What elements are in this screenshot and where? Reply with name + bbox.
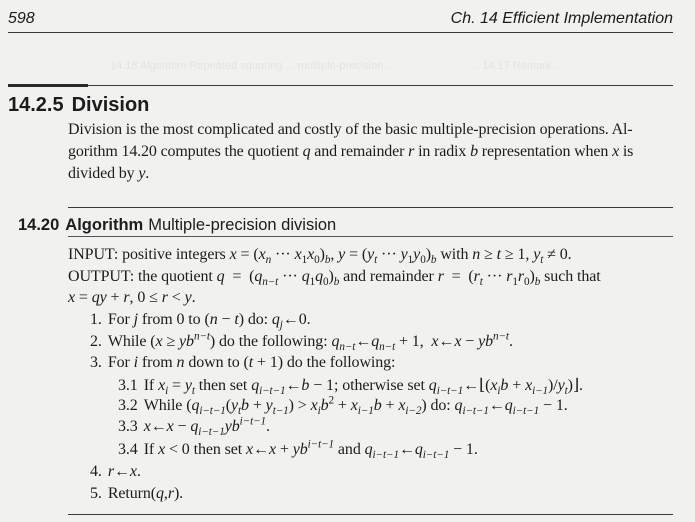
algorithm-step-3-2: 3.2 While $(q_{i-t-1}(y_tb + y_{t-1}) > x_ib^2 + x_{i-1}b + x_{i-2})$ do: $q_{i-t-1}\leftarrow q_{i-t-1} - 1$. — [118, 394, 568, 418]
algorithm-output: OUTPUT: the quotient $q = (q_{n-t}$ ··· $q_1q_0)_b$ and remainder $r = (r_t$ ··· $r_1r_0)_b$ such that — [68, 268, 601, 289]
section-title: Division — [71, 94, 150, 116]
running-chapter-title: Ch. 14 Efficient Implementation — [450, 10, 673, 27]
output-label: OUTPUT: — [68, 268, 135, 285]
algorithm-header — [18, 216, 336, 235]
algorithm-step-3-1: 3.1 If $x_i = y_t$ then set $q_{i-t-1}\leftarrow b - 1$; otherwise set $q_{i-t-1}\leftarrow⌊(x_ib$ + $x_{i-1})/y_t)⌋$. — [118, 377, 583, 398]
algorithm-keyword: Algorithm — [65, 216, 144, 234]
algorithm-bottom-rule — [68, 514, 673, 515]
algorithm-step-3: 3. For i from n down to (t + 1) do the following: — [90, 354, 396, 371]
input-label: INPUT: — [68, 246, 119, 263]
bleed-through-text: 14.18 Algorithm Repeated squaring ... multiple-precision ... — [110, 60, 396, 72]
section-heading — [8, 94, 149, 117]
algorithm-input: INPUT: positive integers $x = (x_n$ ··· $x_1x_0)_b$, $y = (y_t$ ··· $y_1y_0)_b$ with n ≥ t ≥ 1, $y_t \ne 0$. — [68, 246, 572, 267]
algorithm-output-cont: x = qy + r, 0 ≤ r < y. — [68, 289, 196, 306]
header-rule — [8, 32, 673, 33]
algorithm-top-rule — [68, 207, 673, 208]
algorithm-number: 14.20 — [18, 216, 60, 234]
algorithm-step-1: 1. For j from 0 to (n − t) do: $q_j\leftarrow 0$. — [90, 311, 311, 332]
algorithm-step-3-4: 3.4 If x < 0 then set x←x + $yb^{i-t-1}$ and $q_{i-t-1}\leftarrow q_{i-t-1} - 1$. — [118, 438, 478, 462]
bleed-through-text: ... 14.17 Remark ... — [470, 60, 564, 72]
section-number: 14.2.5 — [8, 94, 64, 116]
paragraph-line-1: Division is the most complicated and costly of the basic multiple-precision operations. Al- — [68, 121, 633, 138]
algorithm-header-rule — [68, 236, 673, 237]
paragraph-line-2: gorithm 14.20 computes the quotient q and remainder r in radix b representation when x is — [68, 143, 634, 160]
page-number: 598 — [8, 10, 35, 27]
paragraph-line-3: divided by y. — [68, 165, 150, 182]
algorithm-title: Multiple-precision division — [148, 216, 337, 234]
algorithm-step-2: 2. While $(x \ge yb^{n-t})$ do the following: $q_{n-t}\leftarrow q_{n-t} + 1$, x←x − $yb^{n-t}$. — [90, 330, 513, 354]
section-rule — [88, 85, 673, 86]
algorithm-step-4: 4. r←x. — [90, 463, 141, 480]
algorithm-step-5: 5. Return(q,r). — [90, 485, 184, 502]
algorithm-step-3-3: 3.3 x←x − $q_{i-t-1}yb^{i-t-1}$. — [118, 415, 270, 439]
section-rule-accent — [8, 84, 88, 87]
